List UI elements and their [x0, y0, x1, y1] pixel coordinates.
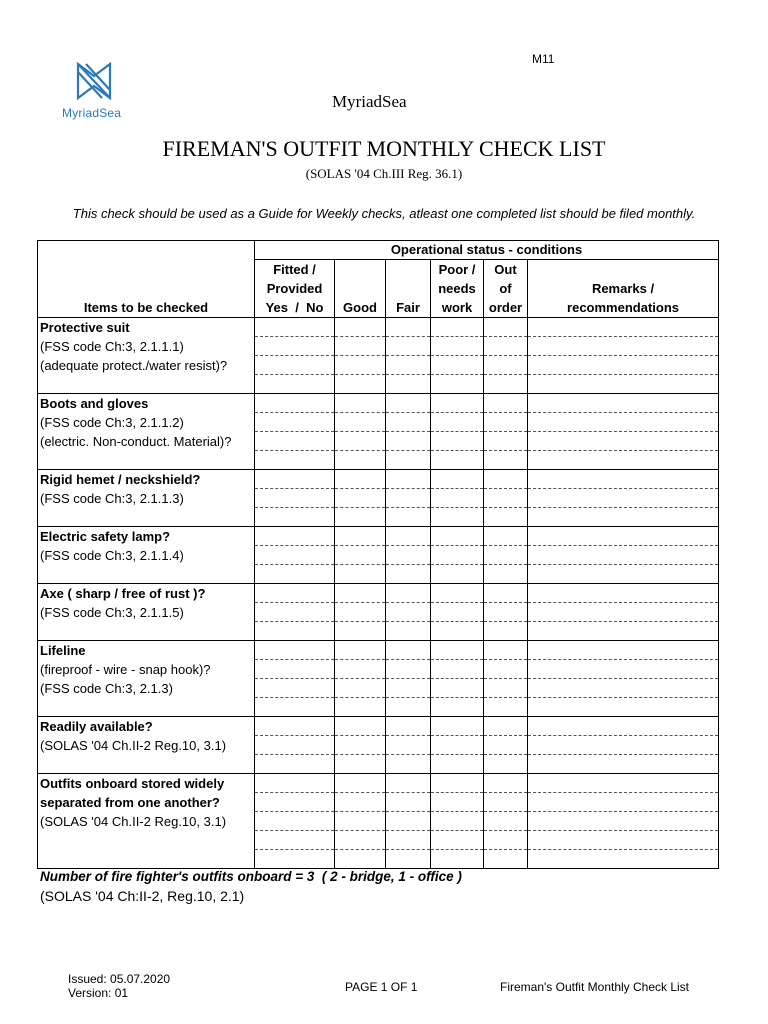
entry-cell[interactable]: [335, 451, 386, 470]
entry-cell[interactable]: [528, 413, 719, 432]
entry-cell[interactable]: [431, 603, 484, 622]
entry-cell[interactable]: [528, 546, 719, 565]
entry-cell[interactable]: [484, 831, 528, 850]
entry-cell[interactable]: [335, 622, 386, 641]
entry-cell[interactable]: [386, 660, 431, 679]
entry-cell[interactable]: [484, 850, 528, 869]
entry-cell[interactable]: [386, 375, 431, 394]
check-item-title: Readily available?: [40, 719, 153, 734]
entry-cell[interactable]: [431, 527, 484, 546]
check-row: [38, 527, 719, 546]
entry-cell[interactable]: [484, 641, 528, 660]
entry-cell[interactable]: [386, 736, 431, 755]
entry-cell[interactable]: [528, 755, 719, 774]
company-name: MyriadSea: [332, 92, 407, 111]
entry-cell[interactable]: [484, 698, 528, 717]
entry-cell[interactable]: [335, 432, 386, 451]
entry-cell[interactable]: [255, 470, 335, 489]
entry-cell[interactable]: [528, 375, 719, 394]
entry-cell[interactable]: [255, 565, 335, 584]
entry-cell[interactable]: [431, 812, 484, 831]
entry-cell[interactable]: [528, 793, 719, 812]
entry-cell[interactable]: [484, 736, 528, 755]
entry-cell[interactable]: [431, 755, 484, 774]
items-header: Items to be checked: [38, 241, 255, 318]
entry-cell[interactable]: [431, 565, 484, 584]
check-item: [38, 318, 255, 394]
entry-cell[interactable]: [255, 432, 335, 451]
entry-cell[interactable]: [255, 508, 335, 527]
entry-cell[interactable]: [528, 698, 719, 717]
check-item: [38, 394, 255, 470]
entry-cell[interactable]: [255, 584, 335, 603]
entry-cell[interactable]: [335, 546, 386, 565]
entry-cell[interactable]: [484, 679, 528, 698]
check-item-title: Outfits onboard stored widely separated from one another?: [40, 776, 225, 810]
entry-cell[interactable]: [431, 394, 484, 413]
entry-cell[interactable]: [431, 432, 484, 451]
entry-cell[interactable]: [335, 565, 386, 584]
entry-cell[interactable]: [255, 318, 335, 337]
good-header: Good: [335, 260, 386, 318]
entry-cell[interactable]: [386, 698, 431, 717]
entry-cell[interactable]: [255, 603, 335, 622]
entry-cell[interactable]: [484, 337, 528, 356]
entry-cell[interactable]: [255, 451, 335, 470]
entry-cell[interactable]: [484, 451, 528, 470]
entry-cell[interactable]: [386, 641, 431, 660]
entry-cell[interactable]: [528, 356, 719, 375]
entry-cell[interactable]: [335, 470, 386, 489]
check-row: [38, 641, 719, 660]
check-item: [38, 774, 255, 869]
page-subtitle: (SOLAS '04 Ch.III Reg. 36.1): [305, 166, 463, 181]
entry-cell[interactable]: [386, 451, 431, 470]
entry-cell[interactable]: [528, 318, 719, 337]
entry-cell[interactable]: [484, 546, 528, 565]
check-item-title: Axe ( sharp / free of rust )?: [40, 586, 206, 601]
entry-cell[interactable]: [528, 831, 719, 850]
check-item: [38, 527, 255, 584]
entry-cell[interactable]: [528, 584, 719, 603]
entry-cell[interactable]: [528, 850, 719, 869]
entry-cell[interactable]: [335, 831, 386, 850]
entry-cell[interactable]: [528, 603, 719, 622]
entry-cell[interactable]: [335, 698, 386, 717]
fitted-header: Fitted / Provided Yes / No: [255, 260, 335, 318]
check-item: [38, 584, 255, 641]
check-item-reference: (FSS code Ch:3, 2.1.1.3): [40, 491, 184, 506]
entry-cell[interactable]: [528, 622, 719, 641]
entry-cell[interactable]: [386, 508, 431, 527]
entry-cell[interactable]: [255, 793, 335, 812]
entry-cell[interactable]: [528, 565, 719, 584]
entry-cell[interactable]: [255, 394, 335, 413]
entry-cell[interactable]: [255, 489, 335, 508]
entry-cell[interactable]: [255, 755, 335, 774]
entry-cell[interactable]: [255, 698, 335, 717]
entry-cell[interactable]: [431, 413, 484, 432]
entry-cell[interactable]: [386, 850, 431, 869]
entry-cell[interactable]: [431, 736, 484, 755]
entry-cell[interactable]: [431, 774, 484, 793]
entry-cell[interactable]: [255, 850, 335, 869]
entry-cell[interactable]: [528, 641, 719, 660]
entry-cell[interactable]: [528, 451, 719, 470]
entry-cell[interactable]: [335, 527, 386, 546]
check-item-reference: (FSS code Ch:3, 2.1.3): [40, 681, 173, 696]
check-row: [38, 717, 719, 736]
entry-cell[interactable]: [335, 793, 386, 812]
entry-cell[interactable]: [386, 622, 431, 641]
entry-cell[interactable]: [528, 774, 719, 793]
entry-cell[interactable]: [255, 375, 335, 394]
entry-cell[interactable]: [484, 793, 528, 812]
footer-version: Version: 01: [68, 986, 129, 1000]
entry-cell[interactable]: [484, 375, 528, 394]
entry-cell[interactable]: [484, 584, 528, 603]
entry-cell[interactable]: [255, 356, 335, 375]
entry-cell[interactable]: [528, 812, 719, 831]
entry-cell[interactable]: [528, 736, 719, 755]
out-of-order-header: Out of order: [484, 260, 528, 318]
entry-cell[interactable]: [335, 413, 386, 432]
entry-cell[interactable]: [255, 337, 335, 356]
logo-text: MyriadSea: [62, 106, 122, 120]
check-item-reference: (FSS code Ch:3, 2.1.1.2): [40, 415, 184, 430]
entry-cell[interactable]: [484, 565, 528, 584]
entry-cell[interactable]: [386, 793, 431, 812]
entry-cell[interactable]: [386, 546, 431, 565]
entry-cell[interactable]: [255, 546, 335, 565]
entry-cell[interactable]: [484, 508, 528, 527]
entry-cell[interactable]: [335, 755, 386, 774]
entry-cell[interactable]: [528, 717, 719, 736]
check-item-reference: (fireproof - wire - snap hook)?: [40, 662, 211, 677]
entry-cell[interactable]: [484, 622, 528, 641]
entry-cell[interactable]: [335, 736, 386, 755]
entry-cell[interactable]: [335, 603, 386, 622]
entry-cell[interactable]: [431, 451, 484, 470]
entry-cell[interactable]: [431, 679, 484, 698]
entry-cell[interactable]: [431, 318, 484, 337]
entry-cell[interactable]: [484, 660, 528, 679]
check-item-title: Protective suit: [40, 320, 130, 335]
form-code: M11: [532, 52, 555, 66]
check-row: [38, 318, 719, 337]
entry-cell[interactable]: [431, 470, 484, 489]
entry-cell[interactable]: [335, 679, 386, 698]
footer-document-name: Fireman's Outfit Monthly Check List: [500, 980, 690, 994]
check-item-title: Boots and gloves: [40, 396, 149, 411]
entry-cell[interactable]: [431, 660, 484, 679]
entry-cell[interactable]: [484, 755, 528, 774]
entry-cell[interactable]: [386, 337, 431, 356]
entry-cell[interactable]: [335, 394, 386, 413]
entry-cell[interactable]: [255, 812, 335, 831]
footer-page-number: PAGE 1 OF 1: [345, 980, 418, 994]
entry-cell[interactable]: [431, 375, 484, 394]
check-item-title: Rigid hemet / neckshield?: [40, 472, 201, 487]
entry-cell[interactable]: [335, 375, 386, 394]
entry-cell[interactable]: [255, 831, 335, 850]
check-item-title: Electric safety lamp?: [40, 529, 171, 544]
entry-cell[interactable]: [528, 337, 719, 356]
entry-cell[interactable]: [484, 812, 528, 831]
entry-cell[interactable]: [386, 318, 431, 337]
footer-issued: Issued: 05.07.2020: [68, 972, 171, 986]
entry-cell[interactable]: [386, 565, 431, 584]
entry-cell[interactable]: [386, 774, 431, 793]
entry-cell[interactable]: [386, 755, 431, 774]
entry-cell[interactable]: [386, 831, 431, 850]
outfit-count-note: Number of fire fighter's outfits onboard = 3 ( 2 - bridge, 1 - office ): [40, 869, 462, 884]
check-row: [38, 584, 719, 603]
entry-cell[interactable]: [335, 318, 386, 337]
entry-cell[interactable]: [528, 470, 719, 489]
entry-cell[interactable]: [335, 508, 386, 527]
entry-cell[interactable]: [335, 337, 386, 356]
entry-cell[interactable]: [386, 717, 431, 736]
entry-cell[interactable]: [484, 717, 528, 736]
entry-cell[interactable]: [431, 337, 484, 356]
remarks-header: Remarks / recommendations: [528, 260, 719, 318]
entry-cell[interactable]: [335, 660, 386, 679]
entry-cell[interactable]: [335, 641, 386, 660]
entry-cell[interactable]: [484, 603, 528, 622]
check-item-reference: (electric. Non-conduct. Material)?: [40, 434, 232, 449]
entry-cell[interactable]: [431, 850, 484, 869]
entry-cell[interactable]: [386, 432, 431, 451]
entry-cell[interactable]: [386, 356, 431, 375]
footer-issue-info: [68, 972, 170, 1000]
entry-cell[interactable]: [484, 413, 528, 432]
entry-cell[interactable]: [335, 356, 386, 375]
entry-cell[interactable]: [255, 641, 335, 660]
entry-cell[interactable]: [431, 698, 484, 717]
entry-cell[interactable]: [386, 413, 431, 432]
entry-cell[interactable]: [431, 489, 484, 508]
check-item-reference: (FSS code Ch:3, 2.1.1.5): [40, 605, 184, 620]
entry-cell[interactable]: [431, 546, 484, 565]
entry-cell[interactable]: [484, 489, 528, 508]
entry-cell[interactable]: [386, 527, 431, 546]
entry-cell[interactable]: [431, 622, 484, 641]
entry-cell[interactable]: [255, 717, 335, 736]
entry-cell[interactable]: [255, 774, 335, 793]
fair-header: Fair: [386, 260, 431, 318]
entry-cell[interactable]: [255, 527, 335, 546]
check-item-title: Lifeline: [40, 643, 86, 658]
entry-cell[interactable]: [528, 660, 719, 679]
check-item-reference: (SOLAS '04 Ch.II-2 Reg.10, 3.1): [40, 814, 227, 829]
check-table: [37, 240, 719, 869]
entry-cell[interactable]: [431, 641, 484, 660]
outfit-count-reference: (SOLAS '04 Ch:II-2, Reg.10, 2.1): [40, 888, 245, 904]
entry-cell[interactable]: [335, 717, 386, 736]
check-row: [38, 470, 719, 489]
check-item: [38, 470, 255, 527]
check-row: [38, 394, 719, 413]
entry-cell[interactable]: [335, 489, 386, 508]
check-item-reference: (adequate protect./water resist)?: [40, 358, 228, 373]
entry-cell[interactable]: [335, 850, 386, 869]
entry-cell[interactable]: [431, 793, 484, 812]
check-item-reference: (SOLAS '04 Ch.II-2 Reg.10, 3.1): [40, 738, 227, 753]
entry-cell[interactable]: [386, 394, 431, 413]
page-title: FIREMAN'S OUTFIT MONTHLY CHECK LIST: [162, 136, 606, 161]
entry-cell[interactable]: [386, 812, 431, 831]
entry-cell[interactable]: [255, 660, 335, 679]
guide-text: This check should be used as a Guide for Weekly checks, atleast one completed list should be filed monthly.: [72, 206, 696, 221]
check-item-reference: (FSS code Ch:3, 2.1.1.4): [40, 548, 184, 563]
entry-cell[interactable]: [484, 318, 528, 337]
entry-cell[interactable]: [386, 489, 431, 508]
check-row: [38, 774, 719, 793]
entry-cell[interactable]: [484, 356, 528, 375]
entry-cell[interactable]: [255, 679, 335, 698]
entry-cell[interactable]: [386, 679, 431, 698]
entry-cell[interactable]: [386, 470, 431, 489]
entry-cell[interactable]: [255, 736, 335, 755]
entry-cell[interactable]: [484, 432, 528, 451]
entry-cell[interactable]: [431, 584, 484, 603]
entry-cell[interactable]: [431, 831, 484, 850]
entry-cell[interactable]: [335, 812, 386, 831]
entry-cell[interactable]: [386, 603, 431, 622]
entry-cell[interactable]: [484, 774, 528, 793]
entry-cell[interactable]: [484, 470, 528, 489]
entry-cell[interactable]: [335, 774, 386, 793]
entry-cell[interactable]: [528, 508, 719, 527]
entry-cell[interactable]: [431, 356, 484, 375]
check-item: [38, 641, 255, 717]
poor-header: Poor / needs work: [431, 260, 484, 318]
entry-cell[interactable]: [255, 622, 335, 641]
entry-cell[interactable]: [484, 394, 528, 413]
check-item-reference: (FSS code Ch:3, 2.1.1.1): [40, 339, 184, 354]
entry-cell[interactable]: [335, 584, 386, 603]
entry-cell[interactable]: [386, 584, 431, 603]
entry-cell[interactable]: [484, 527, 528, 546]
operational-status-header: Operational status - conditions: [255, 241, 719, 260]
entry-cell[interactable]: [528, 489, 719, 508]
entry-cell[interactable]: [255, 413, 335, 432]
entry-cell[interactable]: [431, 717, 484, 736]
entry-cell[interactable]: [528, 679, 719, 698]
entry-cell[interactable]: [528, 394, 719, 413]
entry-cell[interactable]: [431, 508, 484, 527]
check-item: [38, 717, 255, 774]
entry-cell[interactable]: [528, 432, 719, 451]
entry-cell[interactable]: [528, 527, 719, 546]
